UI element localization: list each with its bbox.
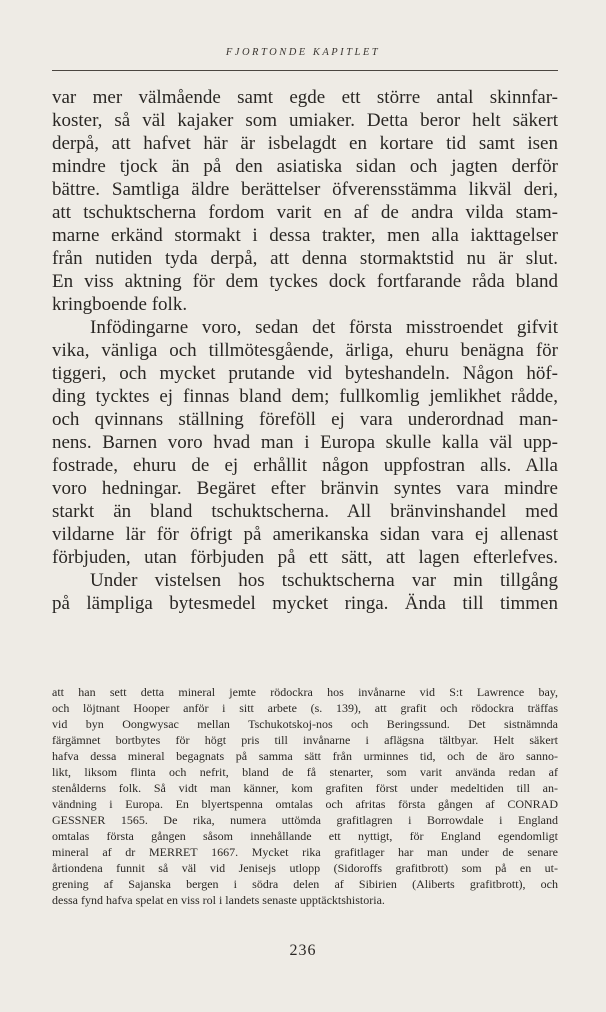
body-line: på lämpliga bytesmedel mycket ringa. Ända till timmen — [52, 593, 558, 614]
body-line: vika, vänliga och tillmötesgående, ärliga, ehuru benägna för — [52, 340, 558, 361]
footnote-line: att han sett detta mineral jemte rödockra hos invånarne vid S:t Lawrence bay, — [52, 685, 558, 699]
body-line: kringboende folk. — [52, 294, 188, 315]
body-line: och qvinnans ställning föreföll ej vara underordnad man- — [52, 409, 558, 430]
footnote-line: mineral af dr MERRET 1667. Mycket rika grafitlager har man under de senare — [52, 845, 558, 859]
header-rule — [52, 70, 558, 71]
body-line: En viss aktning för dem tyckes dock fortfarande råda bland — [52, 271, 558, 292]
footnote-line: och löjtnant Hooper anför i sitt arbete (s. 139), att grafit och rödockra träffas — [52, 701, 558, 715]
body-line: bättre. Samtliga äldre berättelser öfverensstämma likväl deri, — [52, 179, 558, 200]
footnote-line: vid byn Oongwysac mellan Tschukotskoj-nos och Beringssund. Det sistnämnda — [52, 717, 558, 731]
body-line: var mer välmående samt egde ett större antal skinnfar- — [52, 87, 558, 108]
body-line: koster, så väl kajaker som umiaker. Detta beror helt säkert — [52, 110, 558, 131]
footnote-line: färgämnet bortbytes för högt pris till invånarne i aflägsna tältbyar. Helt säkert — [52, 733, 558, 747]
body-line: Under vistelsen hos tschuktscherna var min tillgång — [90, 570, 558, 591]
body-line: att tschuktscherna fordom varit en af de andra vilda stam- — [52, 202, 558, 223]
page-number: 236 — [289, 942, 317, 959]
body-line: marne erkänd stormakt i dessa trakter, men alla iakttagelser — [52, 225, 558, 246]
body-line: mindre tjock än på den asiatiska sidan och jagten derför — [52, 156, 558, 177]
body-line: vildarne lär för öfrigt på amerikanska sidan vara ej allenast — [52, 524, 558, 545]
body-line: tiggeri, och mycket prutande vid byteshandeln. Någon höf- — [52, 363, 558, 384]
body-line: förbjuden, utan förbjuden på ett sätt, att lagen efterlefves. — [52, 547, 558, 568]
footnote-line: grening af Sajanska bergen i södra delen af Sibirien (Aliberts grafitbrott), och — [52, 877, 558, 891]
footnote-line: dessa fynd hafva spelat en viss rol i landets senaste upptäcktshistoria. — [52, 893, 385, 907]
body-line: ding tycktes ej finnas bland dem; fullkomlig jemlikhet rådde, — [52, 386, 558, 407]
body-line: voro hedningar. Begäret efter bränvin syntes vara mindre — [52, 478, 558, 499]
body-line: från nutiden tyda derpå, att denna stormaktstid nu är slut. — [52, 248, 558, 269]
footnote-line: vändning i Europa. En blyertspenna omtalas och afritas första gången af CONRAD — [52, 797, 558, 811]
body-line: nens. Barnen voro hvad man i Europa skulle kalla väl upp- — [52, 432, 558, 453]
footnote-line: hafva dessa mineral begagnats på samma sätt från urminnes tid, och de äro sanno- — [52, 749, 558, 763]
footnote-line: likt, liksom flinta och nefrit, bland de få stenarter, som varit använda redan af — [52, 765, 558, 779]
footnote-line: GESSNER 1565. De rika, numera uttömda grafitlagren i Borrowdale i England — [52, 813, 558, 827]
footnote-line: stenålderns folk. Så vidt man känner, kom grafiten först under medeltiden till an- — [52, 781, 558, 795]
running-header: FJORTONDE KAPITLET — [225, 47, 381, 58]
footnote-line: årtiondena funnit så väl vid Jenisejs utlopp (Sidoroffs grafitbrott) som på en ut- — [52, 861, 558, 875]
body-line: fostrade, ehuru de ej erhållit någon uppfostran alls. Alla — [52, 455, 558, 476]
body-line: Infödingarne voro, sedan det första misstroendet gifvit — [90, 317, 558, 338]
body-line: starkt än bland tschuktscherna. All bränvinshandel med — [52, 501, 558, 522]
body-line: derpå, att hafvet här är isbelagdt en kortare tid samt isen — [52, 133, 558, 154]
footnote-line: omtalas första gången såsom innehållande ett nyttigt, för England egendomligt — [52, 829, 558, 843]
